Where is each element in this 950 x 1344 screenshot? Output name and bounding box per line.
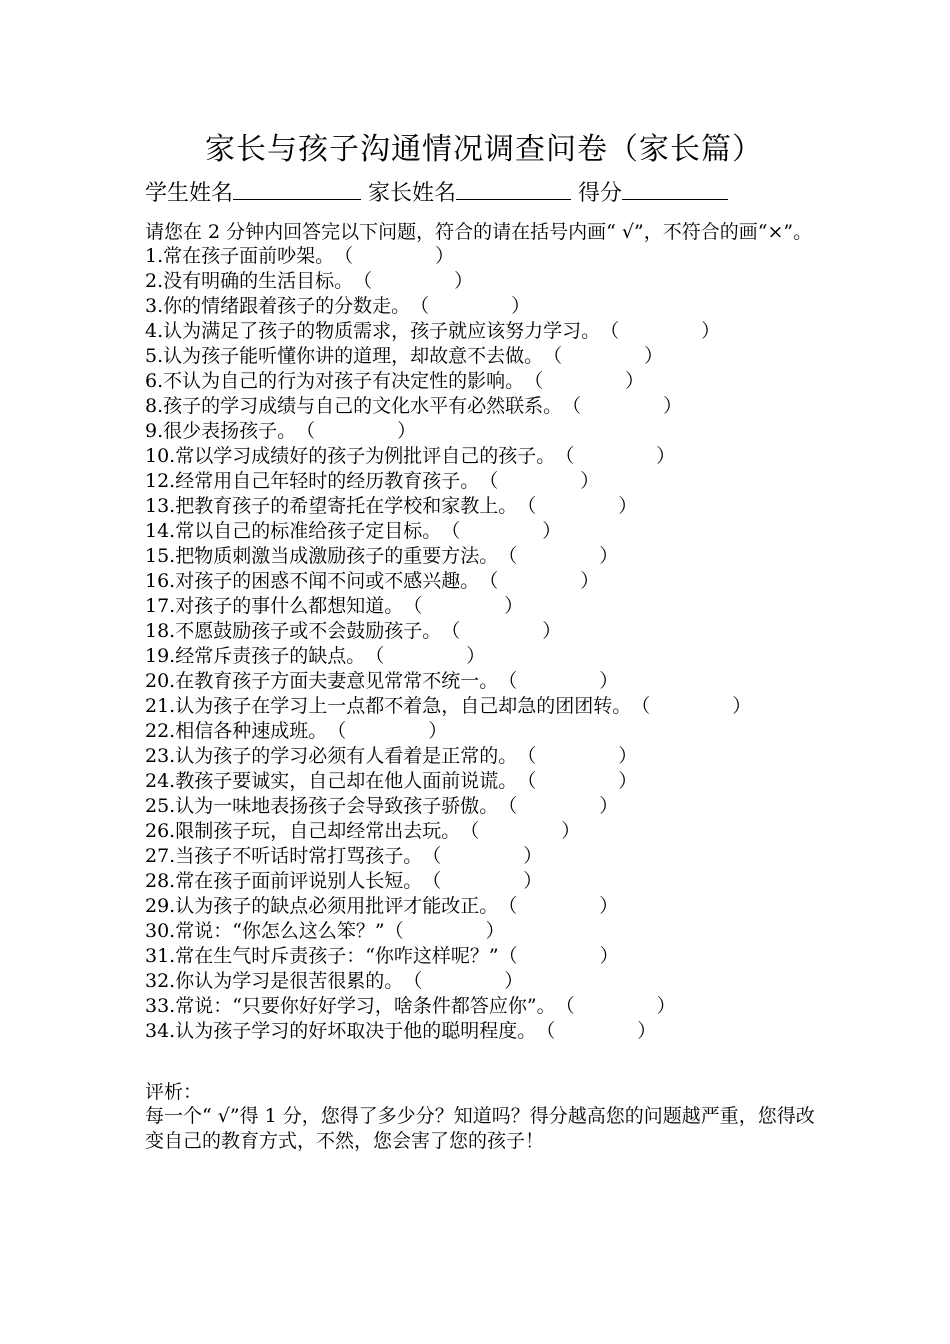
- question-item: [145, 469, 815, 494]
- answer-parentheses[interactable]: [543, 344, 663, 369]
- question-text: 34.认为孩子学习的好坏取决于他的聪明程度。: [145, 1020, 537, 1042]
- page-title: 家长与孩子沟通情况调查问卷（家长篇）: [205, 132, 763, 167]
- paren-close: ）: [523, 845, 543, 867]
- paren-close: ）: [599, 545, 619, 567]
- question-text: 32.你认为学习是很苦很累的。: [145, 970, 404, 992]
- paren-close: ）: [504, 595, 524, 617]
- question-item: [145, 644, 815, 669]
- parent-name-field[interactable]: [456, 177, 571, 200]
- paren-open: （: [334, 245, 354, 267]
- question-text: 4.认为满足了孩子的物质需求，孩子就应该努力学习。: [145, 320, 601, 342]
- question-text: 13.把教育孩子的希望寄托在学校和家教上。: [145, 495, 518, 517]
- evaluation-text: 每一个“ √”得 1 分，您得了多少分？知道吗？得分越高您的问题越严重，您得改变自己的教育方式，不然，您会害了您的孩子！: [145, 1105, 815, 1152]
- paren-close: ）: [599, 795, 619, 817]
- paren-close: ）: [542, 620, 562, 642]
- question-item: [145, 769, 815, 794]
- paren-open: （: [555, 995, 575, 1017]
- evaluation-label: 评析：: [145, 1081, 203, 1103]
- question-item: [145, 494, 815, 519]
- paren-open: （: [498, 545, 518, 567]
- score-label: 得分: [578, 181, 623, 206]
- answer-parentheses[interactable]: [517, 494, 637, 519]
- paren-close: ）: [466, 645, 486, 667]
- question-item: [145, 269, 815, 294]
- paren-close: ）: [435, 245, 455, 267]
- paren-close: ）: [663, 395, 683, 417]
- paren-open: （: [631, 695, 651, 717]
- paren-close: ）: [701, 320, 721, 342]
- answer-parentheses[interactable]: [498, 794, 618, 819]
- paren-open: （: [403, 970, 423, 992]
- paren-open: （: [441, 520, 461, 542]
- question-item: [145, 244, 815, 269]
- paren-open: （: [517, 770, 537, 792]
- paren-open: （: [498, 795, 518, 817]
- instructions: 请您在 2 分钟内回答完以下问题，符合的请在括号内画“ √”，不符合的画“×”。: [145, 221, 813, 243]
- paren-close: ）: [511, 295, 531, 317]
- question-text: 25.认为一味地表扬孩子会导致孩子骄傲。: [145, 795, 499, 817]
- answer-parentheses[interactable]: [600, 319, 720, 344]
- paren-close: ）: [580, 570, 600, 592]
- question-item: [145, 444, 815, 469]
- question-item: [145, 419, 815, 444]
- question-text: 26.限制孩子玩，自己却经常出去玩。: [145, 820, 461, 842]
- question-text: 9.很少表扬孩子。: [145, 420, 297, 442]
- answer-parentheses[interactable]: [403, 969, 523, 994]
- paren-close: ）: [580, 470, 600, 492]
- question-item: [145, 794, 815, 819]
- paren-open: （: [536, 1020, 556, 1042]
- question-text: 12.经常用自己年轻时的经历教育孩子。: [145, 470, 480, 492]
- question-item: [145, 844, 815, 869]
- paren-open: （: [365, 645, 385, 667]
- paren-open: （: [517, 745, 537, 767]
- score-field[interactable]: [622, 177, 728, 200]
- paren-close: ）: [454, 270, 474, 292]
- question-item: [145, 619, 815, 644]
- paren-close: ）: [428, 720, 448, 742]
- question-item: [145, 394, 815, 419]
- paren-close: ）: [644, 345, 664, 367]
- parent-name-label: 家长姓名: [368, 181, 457, 206]
- question-text: 30.常说：“你怎么这么笨？”: [145, 920, 385, 942]
- answer-parentheses[interactable]: [536, 1019, 656, 1044]
- paren-open: （: [422, 845, 442, 867]
- question-text: 18.不愿鼓励孩子或不会鼓励孩子。: [145, 620, 442, 642]
- paren-open: （: [562, 395, 582, 417]
- question-text: 5.认为孩子能听懂你讲的道理，却故意不去做。: [145, 345, 544, 367]
- answer-parentheses[interactable]: [498, 894, 618, 919]
- answer-parentheses[interactable]: [403, 594, 523, 619]
- question-item: [145, 319, 815, 344]
- paren-close: ）: [599, 670, 619, 692]
- paren-open: （: [441, 620, 461, 642]
- question-text: 8.孩子的学习成绩与自己的文化水平有必然联系。: [145, 395, 563, 417]
- question-item: [145, 369, 815, 394]
- question-text: 27.当孩子不听话时常打骂孩子。: [145, 845, 423, 867]
- answer-parentheses[interactable]: [498, 669, 618, 694]
- question-text: 29.认为孩子的缺点必须用批评才能改正。: [145, 895, 499, 917]
- student-name-label: 学生姓名: [145, 181, 234, 206]
- question-item: [145, 519, 815, 544]
- paren-open: （: [327, 720, 347, 742]
- paren-open: （: [479, 570, 499, 592]
- paren-close: ）: [485, 920, 505, 942]
- question-item: [145, 744, 815, 769]
- answer-parentheses[interactable]: [479, 469, 599, 494]
- question-item: [145, 669, 815, 694]
- paren-close: ）: [523, 870, 543, 892]
- question-text: 31.常在生气时斥责孩子：“你咋这样呢？”: [145, 945, 499, 967]
- answer-parentheses[interactable]: [499, 944, 619, 969]
- question-text: 1.常在孩子面前吵架。: [145, 245, 335, 267]
- question-text: 15.把物质刺激当成激励孩子的重要方法。: [145, 545, 499, 567]
- question-text: 19.经常斥责孩子的缺点。: [145, 645, 366, 667]
- question-item: [145, 994, 815, 1019]
- paren-open: （: [296, 420, 316, 442]
- question-item: [145, 569, 815, 594]
- question-text: 24.教孩子要诚实，自己却在他人面前说谎。: [145, 770, 518, 792]
- paren-close: ）: [599, 945, 619, 967]
- paren-open: （: [498, 670, 518, 692]
- question-text: 28.常在孩子面前评说别人长短。: [145, 870, 423, 892]
- question-text: 3.你的情绪跟着孩子的分数走。: [145, 295, 411, 317]
- question-text: 17.对孩子的事什么都想知道。: [145, 595, 404, 617]
- paren-open: （: [543, 345, 563, 367]
- paren-open: （: [479, 470, 499, 492]
- paren-close: ）: [618, 745, 638, 767]
- question-item: [145, 719, 815, 744]
- question-text: 22.相信各种速成班。: [145, 720, 328, 742]
- question-item: [145, 819, 815, 844]
- question-text: 21.认为孩子在学习上一点都不着急，自己却急的团团转。: [145, 695, 632, 717]
- answer-parentheses[interactable]: [562, 394, 682, 419]
- answer-parentheses[interactable]: [327, 719, 447, 744]
- paren-close: ）: [618, 770, 638, 792]
- question-item: [145, 869, 815, 894]
- answer-parentheses[interactable]: [441, 519, 561, 544]
- question-text: 2.没有明确的生活目标。: [145, 270, 354, 292]
- question-item: [145, 694, 815, 719]
- paren-open: （: [403, 595, 423, 617]
- paren-close: ）: [732, 695, 752, 717]
- question-item: [145, 544, 815, 569]
- paren-open: （: [555, 445, 575, 467]
- question-text: 10.常以学习成绩好的孩子为例批评自己的孩子。: [145, 445, 556, 467]
- answer-parentheses[interactable]: [631, 694, 751, 719]
- answer-parentheses[interactable]: [556, 994, 676, 1019]
- paren-close: ）: [656, 445, 676, 467]
- answer-parentheses[interactable]: [479, 569, 599, 594]
- answer-parentheses[interactable]: [460, 819, 580, 844]
- paren-open: （: [384, 920, 404, 942]
- question-item: [145, 344, 815, 369]
- answer-parentheses[interactable]: [524, 369, 644, 394]
- answer-parentheses[interactable]: [334, 244, 454, 269]
- question-text: 16.对孩子的困惑不闻不问或不感兴趣。: [145, 570, 480, 592]
- answer-parentheses[interactable]: [422, 869, 542, 894]
- questionnaire-page: [145, 128, 815, 1154]
- question-item: [145, 1019, 815, 1044]
- answer-parentheses[interactable]: [441, 619, 561, 644]
- question-text: 33.常说：“只要你好好学习，啥条件都答应你”。: [145, 995, 556, 1017]
- paren-open: （: [410, 295, 430, 317]
- paren-close: ）: [625, 370, 645, 392]
- paren-close: ）: [504, 970, 524, 992]
- question-item: [145, 594, 815, 619]
- paren-close: ）: [656, 995, 676, 1017]
- paren-close: ）: [618, 495, 638, 517]
- answer-parentheses[interactable]: [296, 419, 416, 444]
- paren-open: （: [600, 320, 620, 342]
- answer-parentheses[interactable]: [555, 444, 675, 469]
- answer-parentheses[interactable]: [498, 544, 618, 569]
- paren-open: （: [498, 945, 518, 967]
- answer-parentheses[interactable]: [422, 844, 542, 869]
- answer-parentheses[interactable]: [385, 919, 505, 944]
- paren-open: （: [422, 870, 442, 892]
- paren-open: （: [498, 895, 518, 917]
- question-item: [145, 894, 815, 919]
- student-name-field[interactable]: [233, 177, 361, 200]
- question-list: [145, 244, 815, 1044]
- paren-open: （: [353, 270, 373, 292]
- question-text: 6.不认为自己的行为对孩子有决定性的影响。: [145, 370, 525, 392]
- question-text: 23.认为孩子的学习必须有人看着是正常的。: [145, 745, 518, 767]
- question-item: [145, 944, 815, 969]
- question-text: 20.在教育孩子方面夫妻意见常常不统一。: [145, 670, 499, 692]
- answer-parentheses[interactable]: [517, 744, 637, 769]
- paren-open: （: [524, 370, 544, 392]
- question-item: [145, 919, 815, 944]
- paren-open: （: [460, 820, 480, 842]
- question-item: [145, 969, 815, 994]
- info-line: [145, 177, 815, 210]
- paren-open: （: [517, 495, 537, 517]
- paren-close: ）: [637, 1020, 657, 1042]
- answer-parentheses[interactable]: [517, 769, 637, 794]
- paren-close: ）: [561, 820, 581, 842]
- question-item: [145, 294, 815, 319]
- question-text: 14.常以自己的标准给孩子定目标。: [145, 520, 442, 542]
- answer-parentheses[interactable]: [365, 644, 485, 669]
- paren-close: ）: [599, 895, 619, 917]
- paren-close: ）: [542, 520, 562, 542]
- paren-close: ）: [397, 420, 417, 442]
- answer-parentheses[interactable]: [353, 269, 473, 294]
- answer-parentheses[interactable]: [410, 294, 530, 319]
